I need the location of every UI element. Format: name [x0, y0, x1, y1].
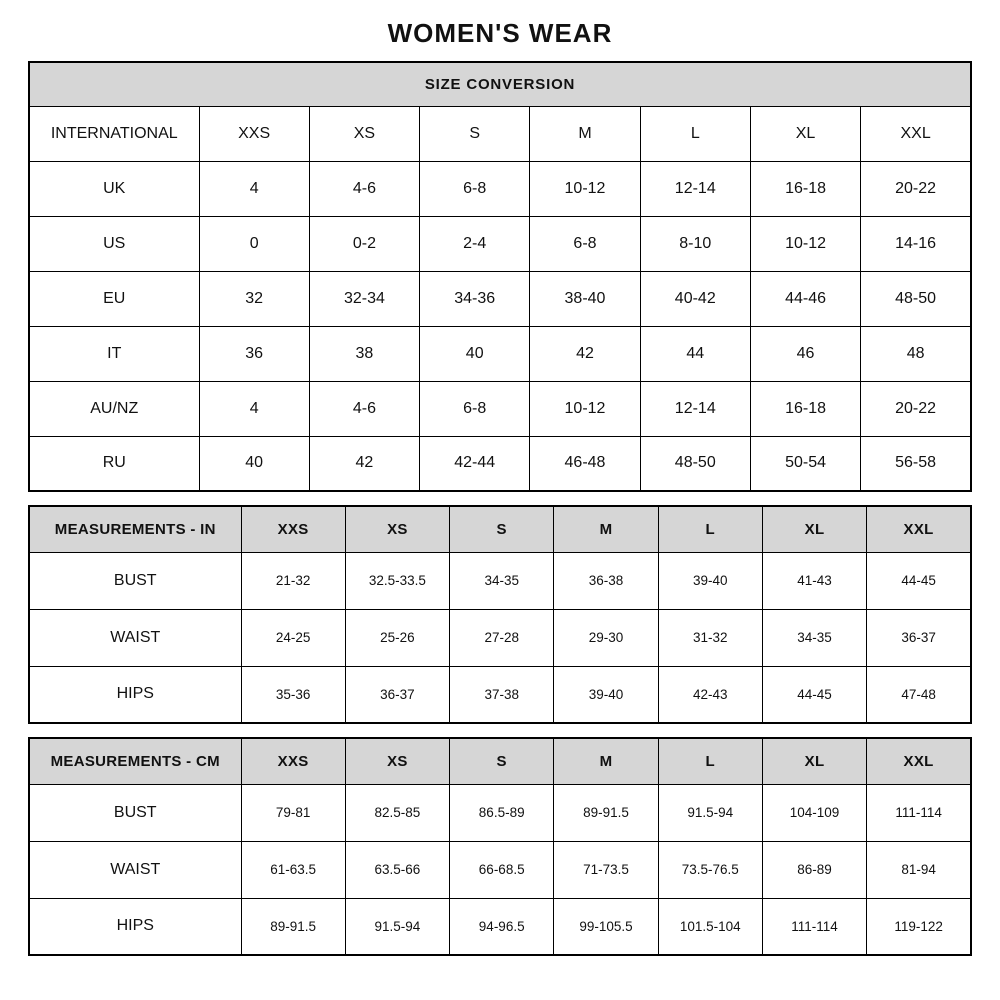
table-cell: 91.5-94	[658, 784, 762, 841]
table-header-row	[29, 106, 971, 161]
table-cell: 27-28	[450, 609, 554, 666]
table-cell: 20-22	[861, 161, 971, 216]
table-cell: 50-54	[750, 436, 860, 491]
table-cell: 89-91.5	[554, 784, 658, 841]
table-cell: 111-114	[867, 784, 971, 841]
table-cell: 81-94	[867, 841, 971, 898]
column-header: XL	[762, 506, 866, 552]
table-cell: 44-45	[762, 666, 866, 723]
column-header: XXS	[241, 506, 345, 552]
page-title: WOMEN'S WEAR	[387, 18, 613, 48]
table-row	[29, 381, 971, 436]
column-header: L	[658, 738, 762, 784]
row-header: EU	[29, 271, 199, 326]
table-cell: 37-38	[450, 666, 554, 723]
measurements-in-table	[28, 505, 972, 724]
table-cell: 12-14	[640, 381, 750, 436]
table-cell: 38-40	[530, 271, 640, 326]
table-cell: 66-68.5	[450, 841, 554, 898]
column-header: L	[640, 106, 750, 161]
table-row	[29, 841, 971, 898]
table-cell: 82.5-85	[345, 784, 449, 841]
table-cell: 104-109	[762, 784, 866, 841]
column-header: XXS	[241, 738, 345, 784]
table-cell: 41-43	[762, 552, 866, 609]
table-cell: 48-50	[861, 271, 971, 326]
row-header: BUST	[29, 552, 241, 609]
table-cell: 34-36	[420, 271, 530, 326]
column-header: XS	[345, 506, 449, 552]
size-conversion-table	[28, 61, 972, 492]
table-cell: 56-58	[861, 436, 971, 491]
row-header: HIPS	[29, 666, 241, 723]
table-cell: 10-12	[530, 381, 640, 436]
table-cell: 40	[199, 436, 309, 491]
row-header: HIPS	[29, 898, 241, 955]
table-header-row	[29, 506, 971, 552]
table-cell: 99-105.5	[554, 898, 658, 955]
table-cell: 61-63.5	[241, 841, 345, 898]
table-cell: 36-38	[554, 552, 658, 609]
table-cell: 46-48	[530, 436, 640, 491]
table-cell: 4	[199, 161, 309, 216]
table-cell: 16-18	[750, 381, 860, 436]
table-header-row	[29, 738, 971, 784]
table-cell: 48	[861, 326, 971, 381]
column-header: INTERNATIONAL	[29, 106, 199, 161]
table-cell: 63.5-66	[345, 841, 449, 898]
table-cell: 42-43	[658, 666, 762, 723]
table-cell: 73.5-76.5	[658, 841, 762, 898]
table-cell: 79-81	[241, 784, 345, 841]
table-cell: 119-122	[867, 898, 971, 955]
table-cell: 14-16	[861, 216, 971, 271]
row-header: UK	[29, 161, 199, 216]
table-cell: 111-114	[762, 898, 866, 955]
table-cell: 44	[640, 326, 750, 381]
table-cell: 71-73.5	[554, 841, 658, 898]
table-cell: 4-6	[309, 381, 419, 436]
table-cell: 0	[199, 216, 309, 271]
table-cell: 86-89	[762, 841, 866, 898]
table-cell: 8-10	[640, 216, 750, 271]
table-cell: 6-8	[420, 161, 530, 216]
table-cell: 29-30	[554, 609, 658, 666]
table-cell: 4	[199, 381, 309, 436]
table-cell: 38	[309, 326, 419, 381]
table-cell: 32	[199, 271, 309, 326]
column-header: XL	[750, 106, 860, 161]
table-cell: 6-8	[530, 216, 640, 271]
table-cell: 39-40	[658, 552, 762, 609]
table-cell: 39-40	[554, 666, 658, 723]
table-cell: 44-46	[750, 271, 860, 326]
column-header: M	[554, 506, 658, 552]
table-cell: 4-6	[309, 161, 419, 216]
column-header: XS	[345, 738, 449, 784]
table-row	[29, 898, 971, 955]
column-header: M	[554, 738, 658, 784]
table-cell: 40-42	[640, 271, 750, 326]
table-cell: 12-14	[640, 161, 750, 216]
table-row	[29, 216, 971, 271]
table-row	[29, 552, 971, 609]
table-row	[29, 666, 971, 723]
table-cell: 42	[530, 326, 640, 381]
table-cell: 40	[420, 326, 530, 381]
table-cell: 31-32	[658, 609, 762, 666]
table-cell: 94-96.5	[450, 898, 554, 955]
table-title: MEASUREMENTS - CM	[29, 738, 241, 784]
column-header: S	[420, 106, 530, 161]
table-cell: 48-50	[640, 436, 750, 491]
column-header: S	[450, 506, 554, 552]
column-header: L	[658, 506, 762, 552]
column-header: XL	[762, 738, 866, 784]
table-row	[29, 326, 971, 381]
table-cell: 21-32	[241, 552, 345, 609]
table-cell: 34-35	[450, 552, 554, 609]
table-cell: 35-36	[241, 666, 345, 723]
table-cell: 36-37	[345, 666, 449, 723]
table-cell: 47-48	[867, 666, 971, 723]
table-cell: 91.5-94	[345, 898, 449, 955]
table-banner: SIZE CONVERSION	[29, 62, 971, 106]
table-cell: 42	[309, 436, 419, 491]
table-cell: 101.5-104	[658, 898, 762, 955]
table-cell: 46	[750, 326, 860, 381]
table-title: MEASUREMENTS - IN	[29, 506, 241, 552]
column-header: XXL	[861, 106, 971, 161]
table-cell: 32.5-33.5	[345, 552, 449, 609]
table-cell: 16-18	[750, 161, 860, 216]
table-row	[29, 436, 971, 491]
table-cell: 34-35	[762, 609, 866, 666]
table-cell: 0-2	[309, 216, 419, 271]
row-header: IT	[29, 326, 199, 381]
table-cell: 24-25	[241, 609, 345, 666]
column-header: S	[450, 738, 554, 784]
row-header: AU/NZ	[29, 381, 199, 436]
column-header: XXL	[867, 738, 971, 784]
column-header: XS	[309, 106, 419, 161]
table-cell: 44-45	[867, 552, 971, 609]
table-cell: 89-91.5	[241, 898, 345, 955]
table-cell: 36	[199, 326, 309, 381]
table-row	[29, 609, 971, 666]
table-cell: 86.5-89	[450, 784, 554, 841]
row-header: BUST	[29, 784, 241, 841]
table-row	[29, 161, 971, 216]
row-header: WAIST	[29, 609, 241, 666]
table-cell: 32-34	[309, 271, 419, 326]
column-header: XXS	[199, 106, 309, 161]
table-cell: 10-12	[750, 216, 860, 271]
table-row	[29, 784, 971, 841]
table-row	[29, 271, 971, 326]
table-banner-row	[29, 62, 971, 106]
table-cell: 10-12	[530, 161, 640, 216]
table-cell: 6-8	[420, 381, 530, 436]
row-header: RU	[29, 436, 199, 491]
column-header: M	[530, 106, 640, 161]
row-header: WAIST	[29, 841, 241, 898]
table-cell: 2-4	[420, 216, 530, 271]
column-header: XXL	[867, 506, 971, 552]
row-header: US	[29, 216, 199, 271]
table-cell: 42-44	[420, 436, 530, 491]
table-cell: 20-22	[861, 381, 971, 436]
measurements-cm-table	[28, 737, 972, 956]
table-cell: 25-26	[345, 609, 449, 666]
table-cell: 36-37	[867, 609, 971, 666]
